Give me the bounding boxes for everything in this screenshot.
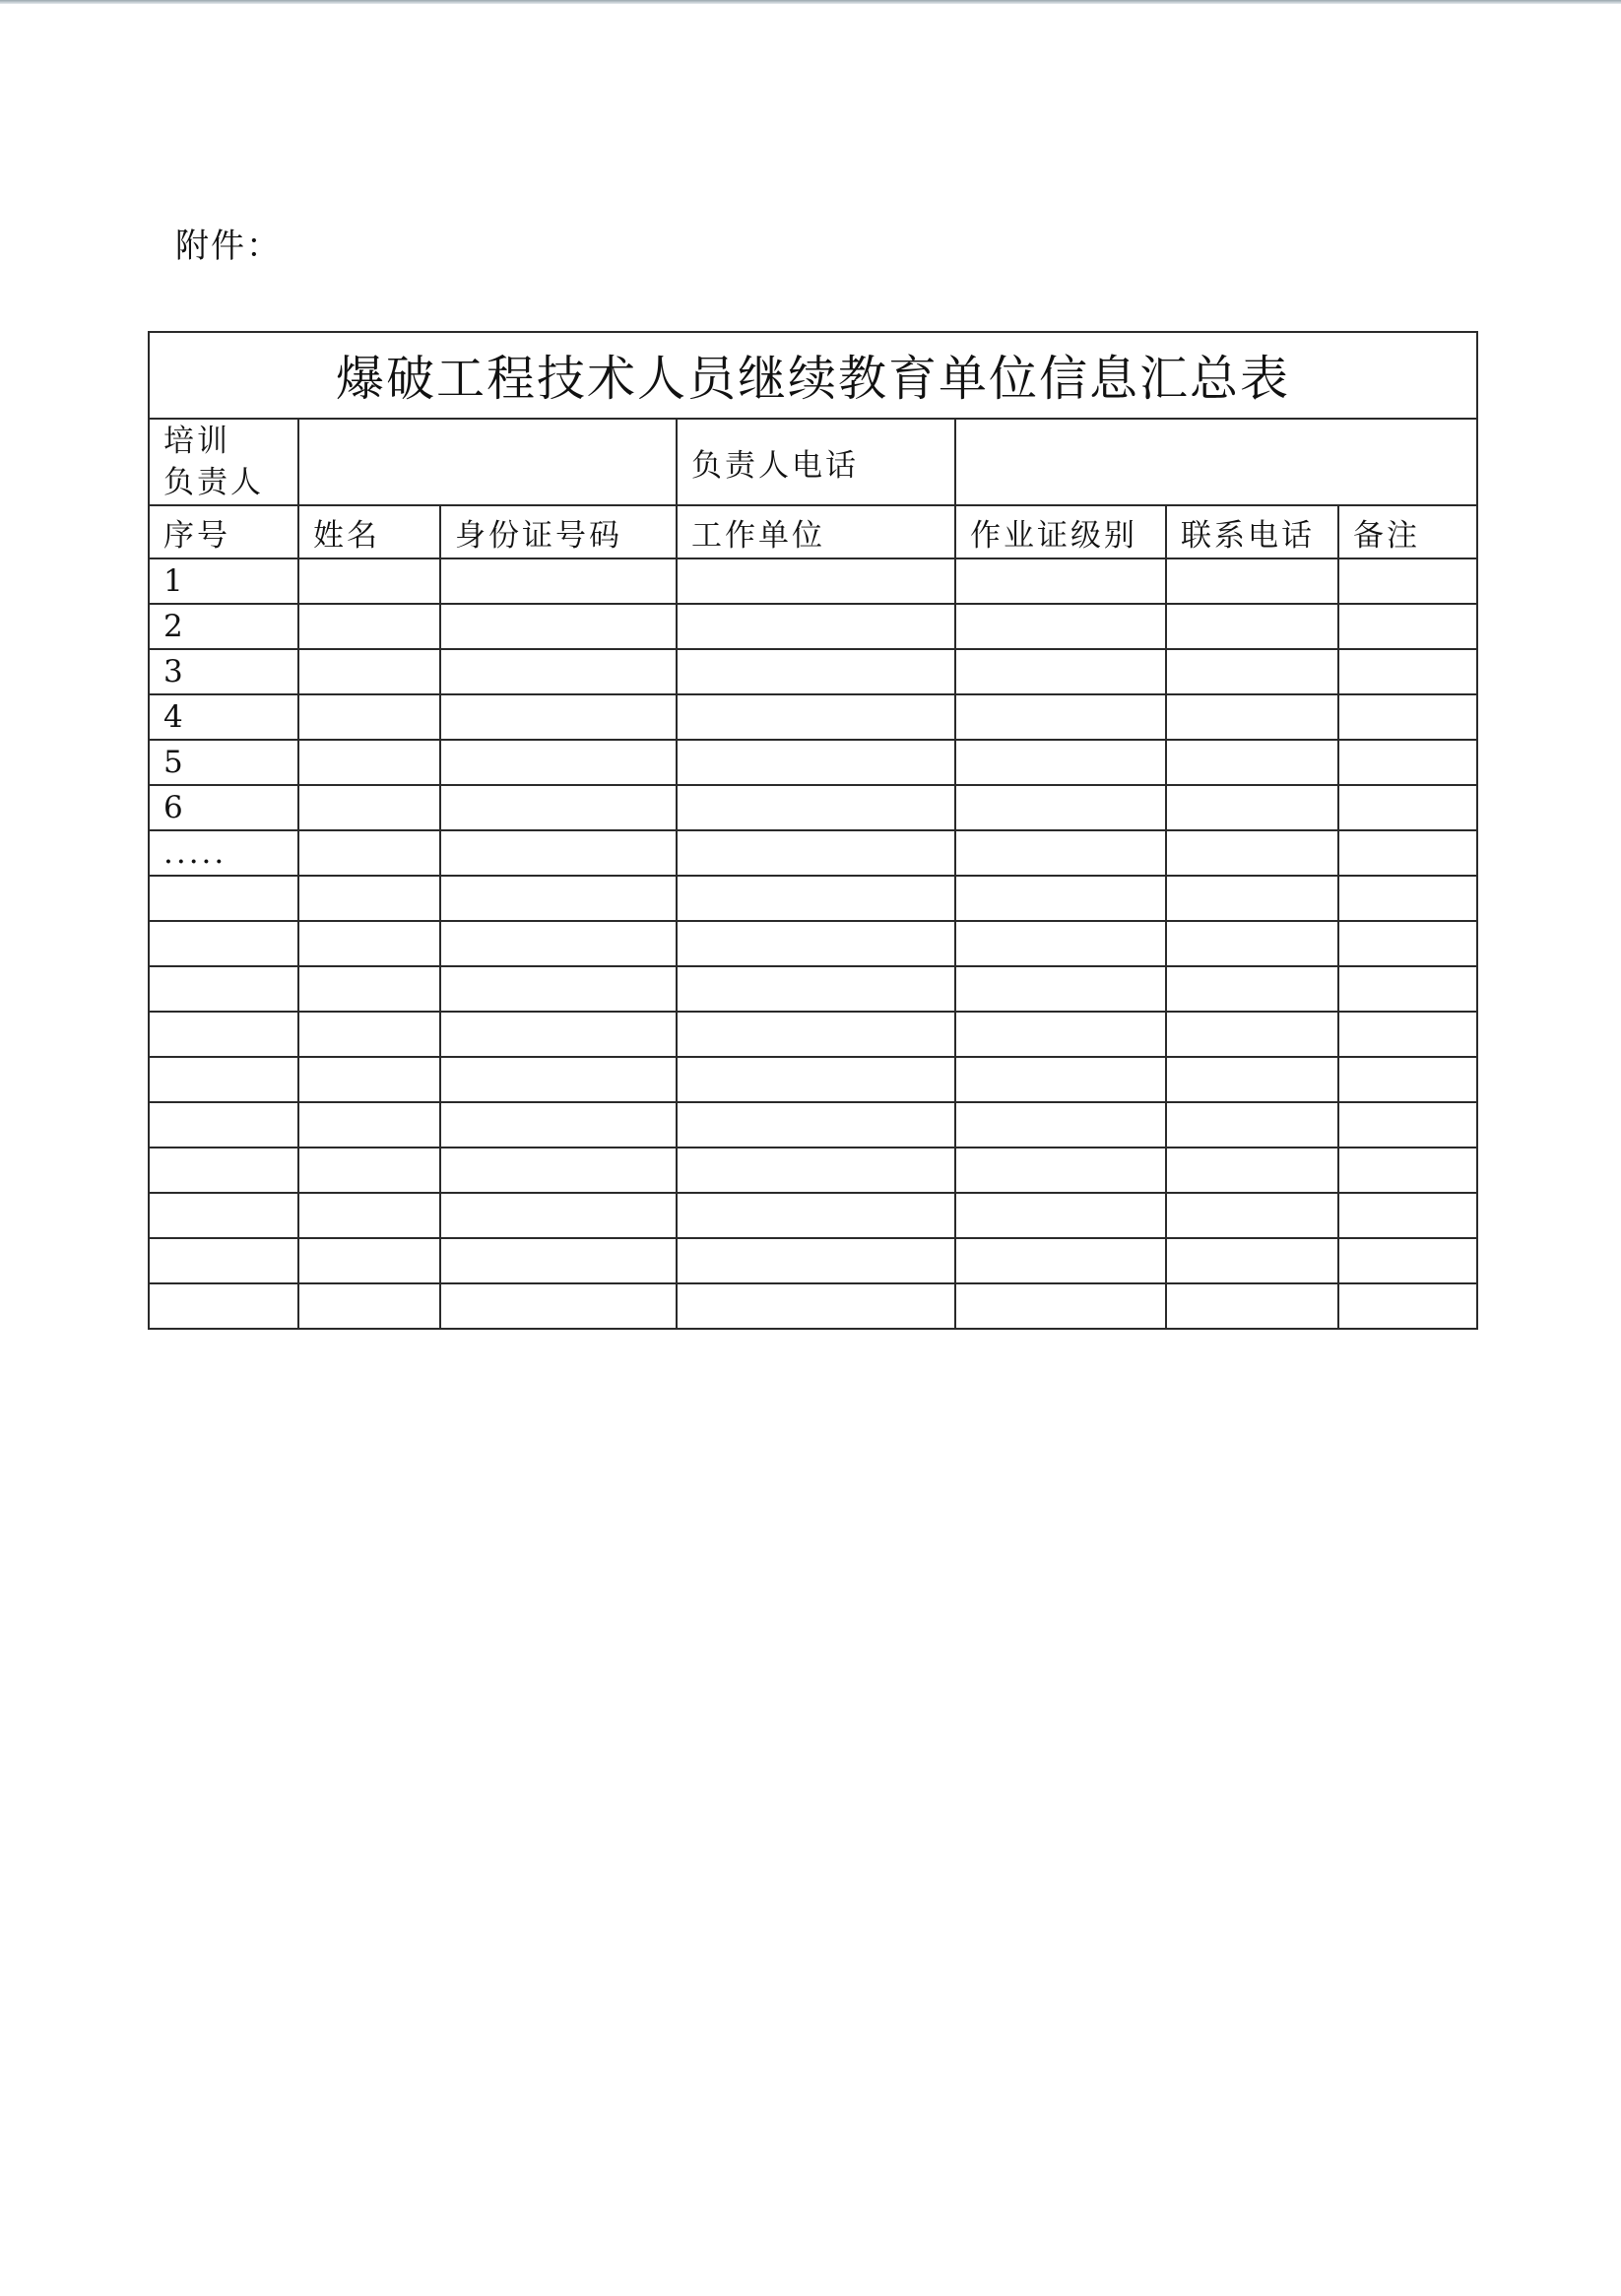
remarks-cell[interactable] <box>1338 604 1477 649</box>
column-header-row <box>149 505 1477 558</box>
remarks-cell[interactable] <box>1338 1238 1477 1283</box>
cert-level-cell[interactable] <box>955 966 1166 1012</box>
cert-level-cell[interactable] <box>955 876 1166 921</box>
seq-cell <box>149 876 298 921</box>
cert-level-cell[interactable] <box>955 830 1166 876</box>
table-row <box>149 966 1477 1012</box>
trainer-phone-field[interactable] <box>955 419 1477 505</box>
trainer-name-field[interactable] <box>298 419 677 505</box>
phone-cell[interactable] <box>1166 649 1338 694</box>
seq-cell <box>149 1057 298 1102</box>
phone-cell[interactable] <box>1166 785 1338 830</box>
seq-cell: 5 <box>149 740 298 785</box>
work-unit-cell[interactable] <box>677 604 955 649</box>
table-row <box>149 740 1477 785</box>
name-cell[interactable] <box>298 740 440 785</box>
col-header-phone: 联系电话 <box>1166 505 1338 558</box>
cert-level-cell[interactable] <box>955 1102 1166 1148</box>
seq-cell <box>149 1283 298 1329</box>
cert-level-cell[interactable] <box>955 1057 1166 1102</box>
table-row <box>149 921 1477 966</box>
name-cell[interactable] <box>298 1193 440 1238</box>
scan-top-edge <box>0 0 1621 4</box>
table-row <box>149 1102 1477 1148</box>
cert-level-cell[interactable] <box>955 604 1166 649</box>
work-unit-cell[interactable] <box>677 558 955 604</box>
cert-level-cell[interactable] <box>955 1238 1166 1283</box>
phone-cell[interactable] <box>1166 1148 1338 1193</box>
table-row <box>149 1193 1477 1238</box>
id-number-cell[interactable] <box>440 1193 677 1238</box>
name-cell[interactable] <box>298 830 440 876</box>
seq-cell <box>149 1148 298 1193</box>
table-row <box>149 830 1477 876</box>
phone-cell[interactable] <box>1166 1283 1338 1329</box>
remarks-cell[interactable] <box>1338 966 1477 1012</box>
table-row <box>149 1148 1477 1193</box>
remarks-cell[interactable] <box>1338 694 1477 740</box>
seq-cell: 6 <box>149 785 298 830</box>
id-number-cell[interactable] <box>440 876 677 921</box>
phone-cell[interactable] <box>1166 1012 1338 1057</box>
remarks-cell[interactable] <box>1338 1193 1477 1238</box>
work-unit-cell[interactable] <box>677 740 955 785</box>
cert-level-cell[interactable] <box>955 1283 1166 1329</box>
trainer-label-line2: 负责人 <box>163 465 264 500</box>
remarks-cell[interactable] <box>1338 921 1477 966</box>
remarks-cell[interactable] <box>1338 876 1477 921</box>
trainer-phone-label: 负责人电话 <box>677 419 955 505</box>
table-row <box>149 876 1477 921</box>
work-unit-cell[interactable] <box>677 1148 955 1193</box>
work-unit-cell[interactable] <box>677 694 955 740</box>
id-number-cell[interactable] <box>440 1148 677 1193</box>
work-unit-cell[interactable] <box>677 785 955 830</box>
phone-cell[interactable] <box>1166 558 1338 604</box>
work-unit-cell[interactable] <box>677 1057 955 1102</box>
cert-level-cell[interactable] <box>955 740 1166 785</box>
seq-cell <box>149 1012 298 1057</box>
attachment-label: 附件： <box>175 227 282 266</box>
id-number-cell[interactable] <box>440 966 677 1012</box>
trainer-info-row <box>149 419 1477 505</box>
phone-cell[interactable] <box>1166 1238 1338 1283</box>
work-unit-cell[interactable] <box>677 1102 955 1148</box>
id-number-cell[interactable] <box>440 1238 677 1283</box>
table-row <box>149 558 1477 604</box>
name-cell[interactable] <box>298 694 440 740</box>
id-number-cell[interactable] <box>440 921 677 966</box>
remarks-cell[interactable] <box>1338 649 1477 694</box>
remarks-cell[interactable] <box>1338 740 1477 785</box>
col-header-id-number: 身份证号码 <box>440 505 677 558</box>
name-cell[interactable] <box>298 558 440 604</box>
phone-cell[interactable] <box>1166 1102 1338 1148</box>
name-cell[interactable] <box>298 1148 440 1193</box>
work-unit-cell[interactable] <box>677 921 955 966</box>
seq-cell: ..... <box>149 830 298 876</box>
cert-level-cell[interactable] <box>955 1012 1166 1057</box>
phone-cell[interactable] <box>1166 1057 1338 1102</box>
phone-cell[interactable] <box>1166 830 1338 876</box>
name-cell[interactable] <box>298 604 440 649</box>
table-row <box>149 694 1477 740</box>
name-cell[interactable] <box>298 785 440 830</box>
id-number-cell[interactable] <box>440 604 677 649</box>
seq-cell: 3 <box>149 649 298 694</box>
seq-cell <box>149 1102 298 1148</box>
remarks-cell[interactable] <box>1338 1012 1477 1057</box>
cert-level-cell[interactable] <box>955 558 1166 604</box>
remarks-cell[interactable] <box>1338 1283 1477 1329</box>
phone-cell[interactable] <box>1166 876 1338 921</box>
cert-level-cell[interactable] <box>955 921 1166 966</box>
table-row <box>149 604 1477 649</box>
id-number-cell[interactable] <box>440 785 677 830</box>
phone-cell[interactable] <box>1166 966 1338 1012</box>
cert-level-cell[interactable] <box>955 649 1166 694</box>
table-row <box>149 1283 1477 1329</box>
work-unit-cell[interactable] <box>677 1193 955 1238</box>
col-header-work-unit: 工作单位 <box>677 505 955 558</box>
seq-cell: 4 <box>149 694 298 740</box>
cert-level-cell[interactable] <box>955 1148 1166 1193</box>
table-title: 爆破工程技术人员继续教育单位信息汇总表 <box>149 332 1477 419</box>
work-unit-cell[interactable] <box>677 1012 955 1057</box>
summary-table <box>148 331 1478 1330</box>
name-cell[interactable] <box>298 1012 440 1057</box>
cert-level-cell[interactable] <box>955 1193 1166 1238</box>
work-unit-cell[interactable] <box>677 1283 955 1329</box>
seq-cell: 1 <box>149 558 298 604</box>
name-cell[interactable] <box>298 1057 440 1102</box>
id-number-cell[interactable] <box>440 830 677 876</box>
name-cell[interactable] <box>298 966 440 1012</box>
name-cell[interactable] <box>298 876 440 921</box>
phone-cell[interactable] <box>1166 604 1338 649</box>
id-number-cell[interactable] <box>440 1057 677 1102</box>
work-unit-cell[interactable] <box>677 1238 955 1283</box>
trainer-label <box>149 419 298 505</box>
table-row <box>149 1012 1477 1057</box>
col-header-cert-level: 作业证级别 <box>955 505 1166 558</box>
work-unit-cell[interactable] <box>677 649 955 694</box>
name-cell[interactable] <box>298 649 440 694</box>
name-cell[interactable] <box>298 1283 440 1329</box>
table-row <box>149 649 1477 694</box>
id-number-cell[interactable] <box>440 740 677 785</box>
seq-cell: 2 <box>149 604 298 649</box>
remarks-cell[interactable] <box>1338 785 1477 830</box>
id-number-cell[interactable] <box>440 1102 677 1148</box>
seq-cell <box>149 921 298 966</box>
trainer-label-line1: 培训 <box>163 424 230 459</box>
cert-level-cell[interactable] <box>955 694 1166 740</box>
table-row <box>149 1238 1477 1283</box>
seq-cell <box>149 1238 298 1283</box>
col-header-name: 姓名 <box>298 505 440 558</box>
phone-cell[interactable] <box>1166 921 1338 966</box>
id-number-cell[interactable] <box>440 649 677 694</box>
table-row <box>149 1057 1477 1102</box>
remarks-cell[interactable] <box>1338 1148 1477 1193</box>
remarks-cell[interactable] <box>1338 1102 1477 1148</box>
phone-cell[interactable] <box>1166 694 1338 740</box>
seq-cell <box>149 1193 298 1238</box>
id-number-cell[interactable] <box>440 558 677 604</box>
name-cell[interactable] <box>298 1238 440 1283</box>
id-number-cell[interactable] <box>440 1012 677 1057</box>
col-header-seq: 序号 <box>149 505 298 558</box>
id-number-cell[interactable] <box>440 694 677 740</box>
name-cell[interactable] <box>298 1102 440 1148</box>
phone-cell[interactable] <box>1166 740 1338 785</box>
remarks-cell[interactable] <box>1338 1057 1477 1102</box>
cert-level-cell[interactable] <box>955 785 1166 830</box>
name-cell[interactable] <box>298 921 440 966</box>
remarks-cell[interactable] <box>1338 830 1477 876</box>
work-unit-cell[interactable] <box>677 876 955 921</box>
work-unit-cell[interactable] <box>677 966 955 1012</box>
phone-cell[interactable] <box>1166 1193 1338 1238</box>
work-unit-cell[interactable] <box>677 830 955 876</box>
table-row <box>149 785 1477 830</box>
remarks-cell[interactable] <box>1338 558 1477 604</box>
id-number-cell[interactable] <box>440 1283 677 1329</box>
col-header-remarks: 备注 <box>1338 505 1477 558</box>
seq-cell <box>149 966 298 1012</box>
